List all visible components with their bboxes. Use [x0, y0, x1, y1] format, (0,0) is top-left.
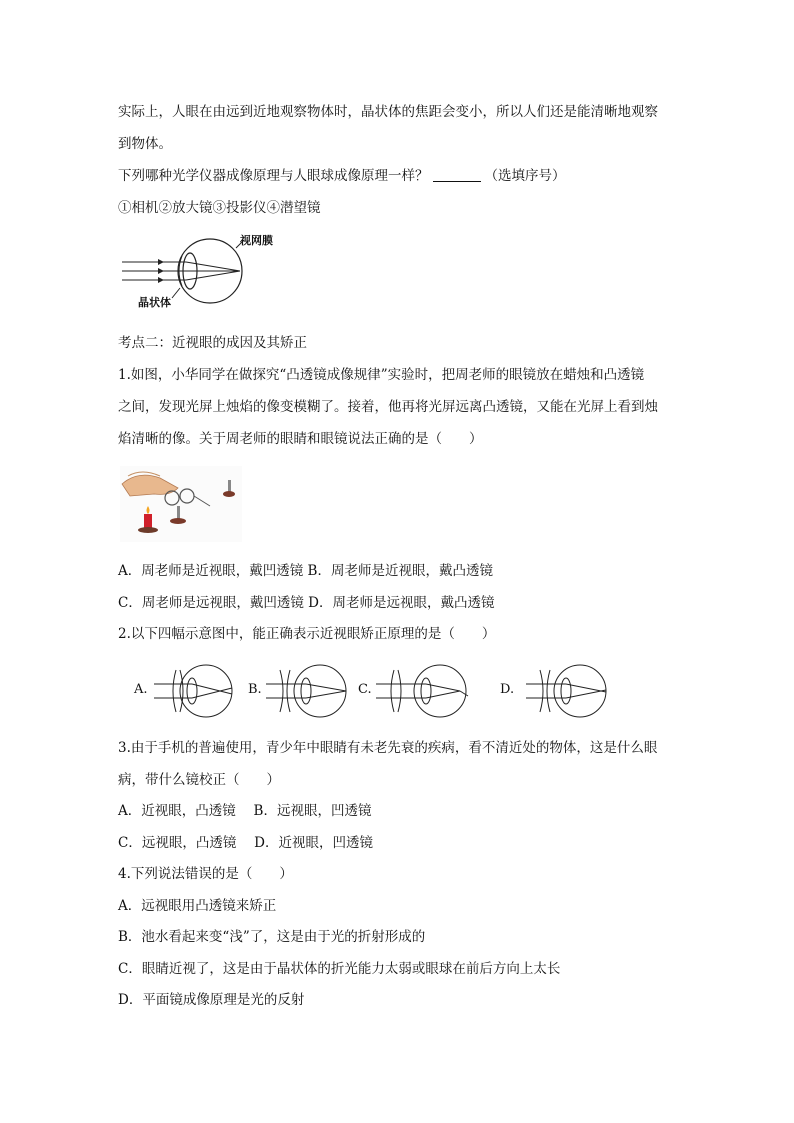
q2-label-c[interactable]: C. — [358, 682, 372, 697]
q2-diagrams — [130, 658, 610, 724]
q2-eye-a — [154, 665, 232, 717]
intro-line-2: 到物体。 — [118, 136, 172, 152]
q2-line-1: 2.以下四幅示意图中，能正确表示近视眼矫正原理的是（ ） — [118, 626, 496, 642]
q1-experiment-photo — [120, 466, 242, 542]
q1-options-cd[interactable]: C．周老师是远视眼，戴凹透镜 D．周老师是远视眼，戴凸透镜 — [118, 595, 495, 611]
intro-question-hint: （选填序号） — [484, 168, 566, 184]
q3-options-cd[interactable]: C．远视眼，凸透镜 D．近视眼，凹透镜 — [118, 835, 373, 851]
q2-label-d[interactable]: D. — [500, 682, 515, 697]
q3-options-ab[interactable]: A．近视眼，凸透镜 B．远视眼，凹透镜 — [118, 803, 372, 819]
intro-line-1: 实际上，人眼在由远到近地观察物体时，晶状体的焦距会变小，所以人们还是能清晰地观察 — [118, 104, 658, 120]
retina-label: 视网膜 — [240, 234, 273, 247]
q4-line-1: 4.下列说法错误的是（ ） — [118, 866, 293, 882]
q2-label-a[interactable]: A. — [134, 682, 148, 697]
q3-line-1: 3.由于手机的普遍使用，青少年中眼睛有未老先衰的疾病，看不清近处的物体，这是什么眼 — [118, 740, 658, 756]
q4-option-a[interactable]: A．远视眼用凸透镜来矫正 — [118, 898, 277, 914]
q1-line-1: 1.如图，小华同学在做探究“凸透镜成像规律”实验时，把周老师的眼镜放在蜡烛和凸透镜 — [118, 367, 645, 383]
intro-options: ①相机②放大镜③投影仪④潜望镜 — [118, 200, 321, 216]
intro-question-text: 下列哪种光学仪器成像原理与人眼球成像原理一样？ — [118, 168, 429, 184]
answer-blank[interactable] — [433, 167, 481, 182]
q2-eye-d — [526, 665, 606, 717]
eye-diagram — [118, 226, 278, 316]
q2-label-b[interactable]: B. — [248, 682, 262, 697]
intro-question — [118, 166, 566, 186]
q2-eye-b — [266, 665, 346, 717]
q3-line-2: 病，带什么镜校正（ ） — [118, 772, 280, 788]
lens-label: 晶状体 — [138, 296, 171, 309]
q1-line-2: 之间，发现光屏上烛焰的像变模糊了。接着，他再将光屏远离凸透镜，又能在光屏上看到烛 — [118, 399, 658, 415]
section-title: 考点二：近视眼的成因及其矫正 — [118, 335, 307, 351]
q4-option-d[interactable]: D．平面镜成像原理是光的反射 — [118, 992, 305, 1008]
q4-option-c[interactable]: C．眼睛近视了，这是由于晶状体的折光能力太弱或眼球在前后方向上太长 — [118, 961, 561, 977]
q2-eye-c — [376, 665, 468, 717]
q1-line-3: 焰清晰的像。关于周老师的眼睛和眼镜说法正确的是（ ） — [118, 431, 483, 447]
q4-option-b[interactable]: B．池水看起来变“浅”了，这是由于光的折射形成的 — [118, 929, 426, 945]
q1-options-ab[interactable]: A．周老师是近视眼，戴凹透镜 B．周老师是近视眼，戴凸透镜 — [118, 563, 493, 579]
